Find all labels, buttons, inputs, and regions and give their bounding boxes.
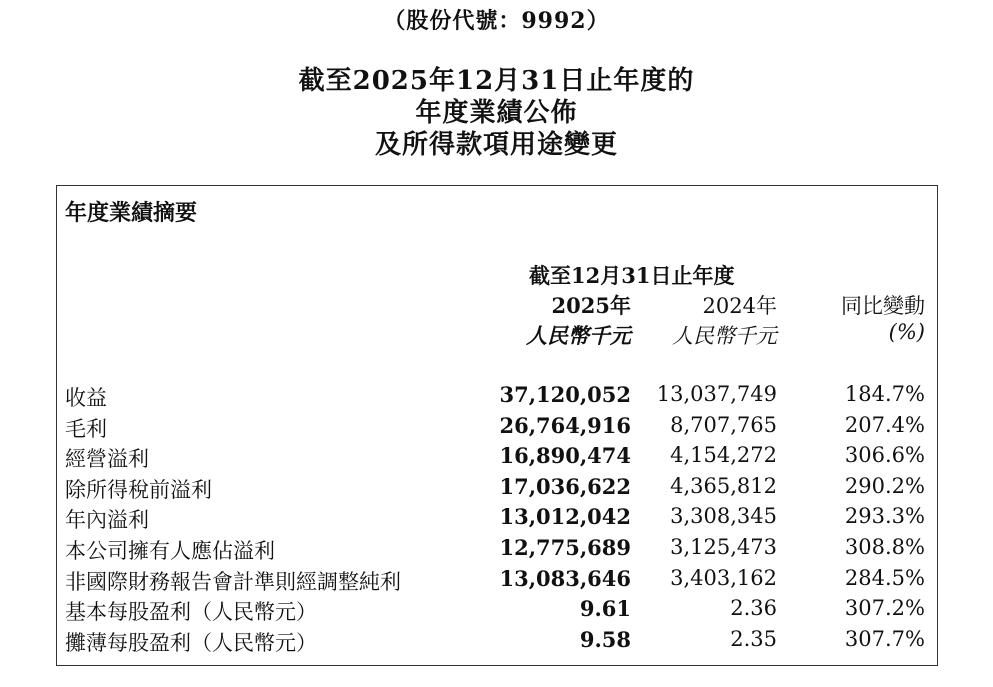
table-row (57, 413, 937, 444)
value-2025: 9.61 (579, 596, 631, 622)
table-row (57, 504, 937, 535)
yoy-change: 307.7% (844, 626, 925, 651)
yoy-change: 184.7% (844, 382, 925, 406)
value-2024: 2.36 (730, 596, 777, 621)
table-row (57, 627, 937, 658)
year-prior-header: 2024年 (702, 294, 777, 318)
value-2025: 17,036,622 (499, 473, 631, 499)
change-unit-header: (%) (888, 320, 925, 344)
period-header: 截至12月31日止年度 (529, 263, 735, 288)
unit-current-header: 人民幣千元 (526, 323, 631, 348)
value-2025: 26,764,916 (499, 412, 631, 438)
announcement-title-line-3: 及所得款項用途變更 (374, 130, 618, 160)
table-row (57, 443, 937, 474)
table-row (57, 382, 937, 413)
row-label: 年內溢利 (65, 508, 149, 533)
value-2025: 16,890,474 (499, 443, 631, 469)
row-label: 毛利 (65, 416, 107, 441)
unit-prior-header: 人民幣千元 (672, 324, 777, 348)
announcement-title-line-1: 截至2025年12月31日止年度的 (298, 66, 695, 96)
table-row (57, 566, 937, 597)
row-label: 非國際財務報告會計準則經調整純利 (65, 569, 401, 594)
table-row (57, 474, 937, 505)
value-2024: 3,125,473 (670, 534, 777, 559)
table-row (57, 535, 937, 566)
value-2024: 8,707,765 (670, 412, 777, 437)
summary-title: 年度業績摘要 (65, 200, 198, 226)
value-2025: 13,012,042 (499, 504, 631, 530)
value-2024: 4,365,812 (670, 473, 777, 498)
yoy-change: 290.2% (844, 473, 925, 498)
yoy-change: 308.8% (844, 534, 925, 559)
value-2024: 3,403,162 (670, 565, 777, 590)
year-current-header: 2025年 (551, 293, 631, 318)
yoy-change: 293.3% (844, 504, 925, 529)
value-2024: 13,037,749 (656, 382, 777, 406)
results-summary-box (56, 185, 938, 666)
value-2024: 3,308,345 (670, 504, 777, 529)
yoy-change: 207.4% (844, 412, 925, 437)
row-label: 經營溢利 (65, 447, 149, 472)
row-label: 收益 (65, 386, 107, 410)
value-2025: 13,083,646 (499, 565, 631, 591)
value-2024: 4,154,272 (670, 443, 777, 468)
value-2024: 2.35 (730, 626, 777, 651)
stock-code: （股份代號：9992） (383, 8, 610, 34)
row-label: 基本每股盈利（人民幣元） (65, 600, 317, 625)
value-2025: 12,775,689 (499, 534, 631, 560)
row-label: 攤薄每股盈利（人民幣元） (65, 630, 317, 655)
yoy-change: 306.6% (844, 443, 925, 468)
summary-rows (57, 382, 937, 657)
value-2025: 9.58 (579, 626, 631, 652)
change-header: 同比變動 (841, 294, 925, 318)
yoy-change: 307.2% (844, 596, 925, 621)
yoy-change: 284.5% (844, 565, 925, 590)
announcement-title-line-2: 年度業績公佈 (415, 98, 578, 128)
table-row (57, 596, 937, 627)
row-label: 除所得稅前溢利 (65, 477, 212, 502)
value-2025: 37,120,052 (499, 382, 631, 407)
row-label: 本公司擁有人應佔溢利 (65, 538, 275, 563)
